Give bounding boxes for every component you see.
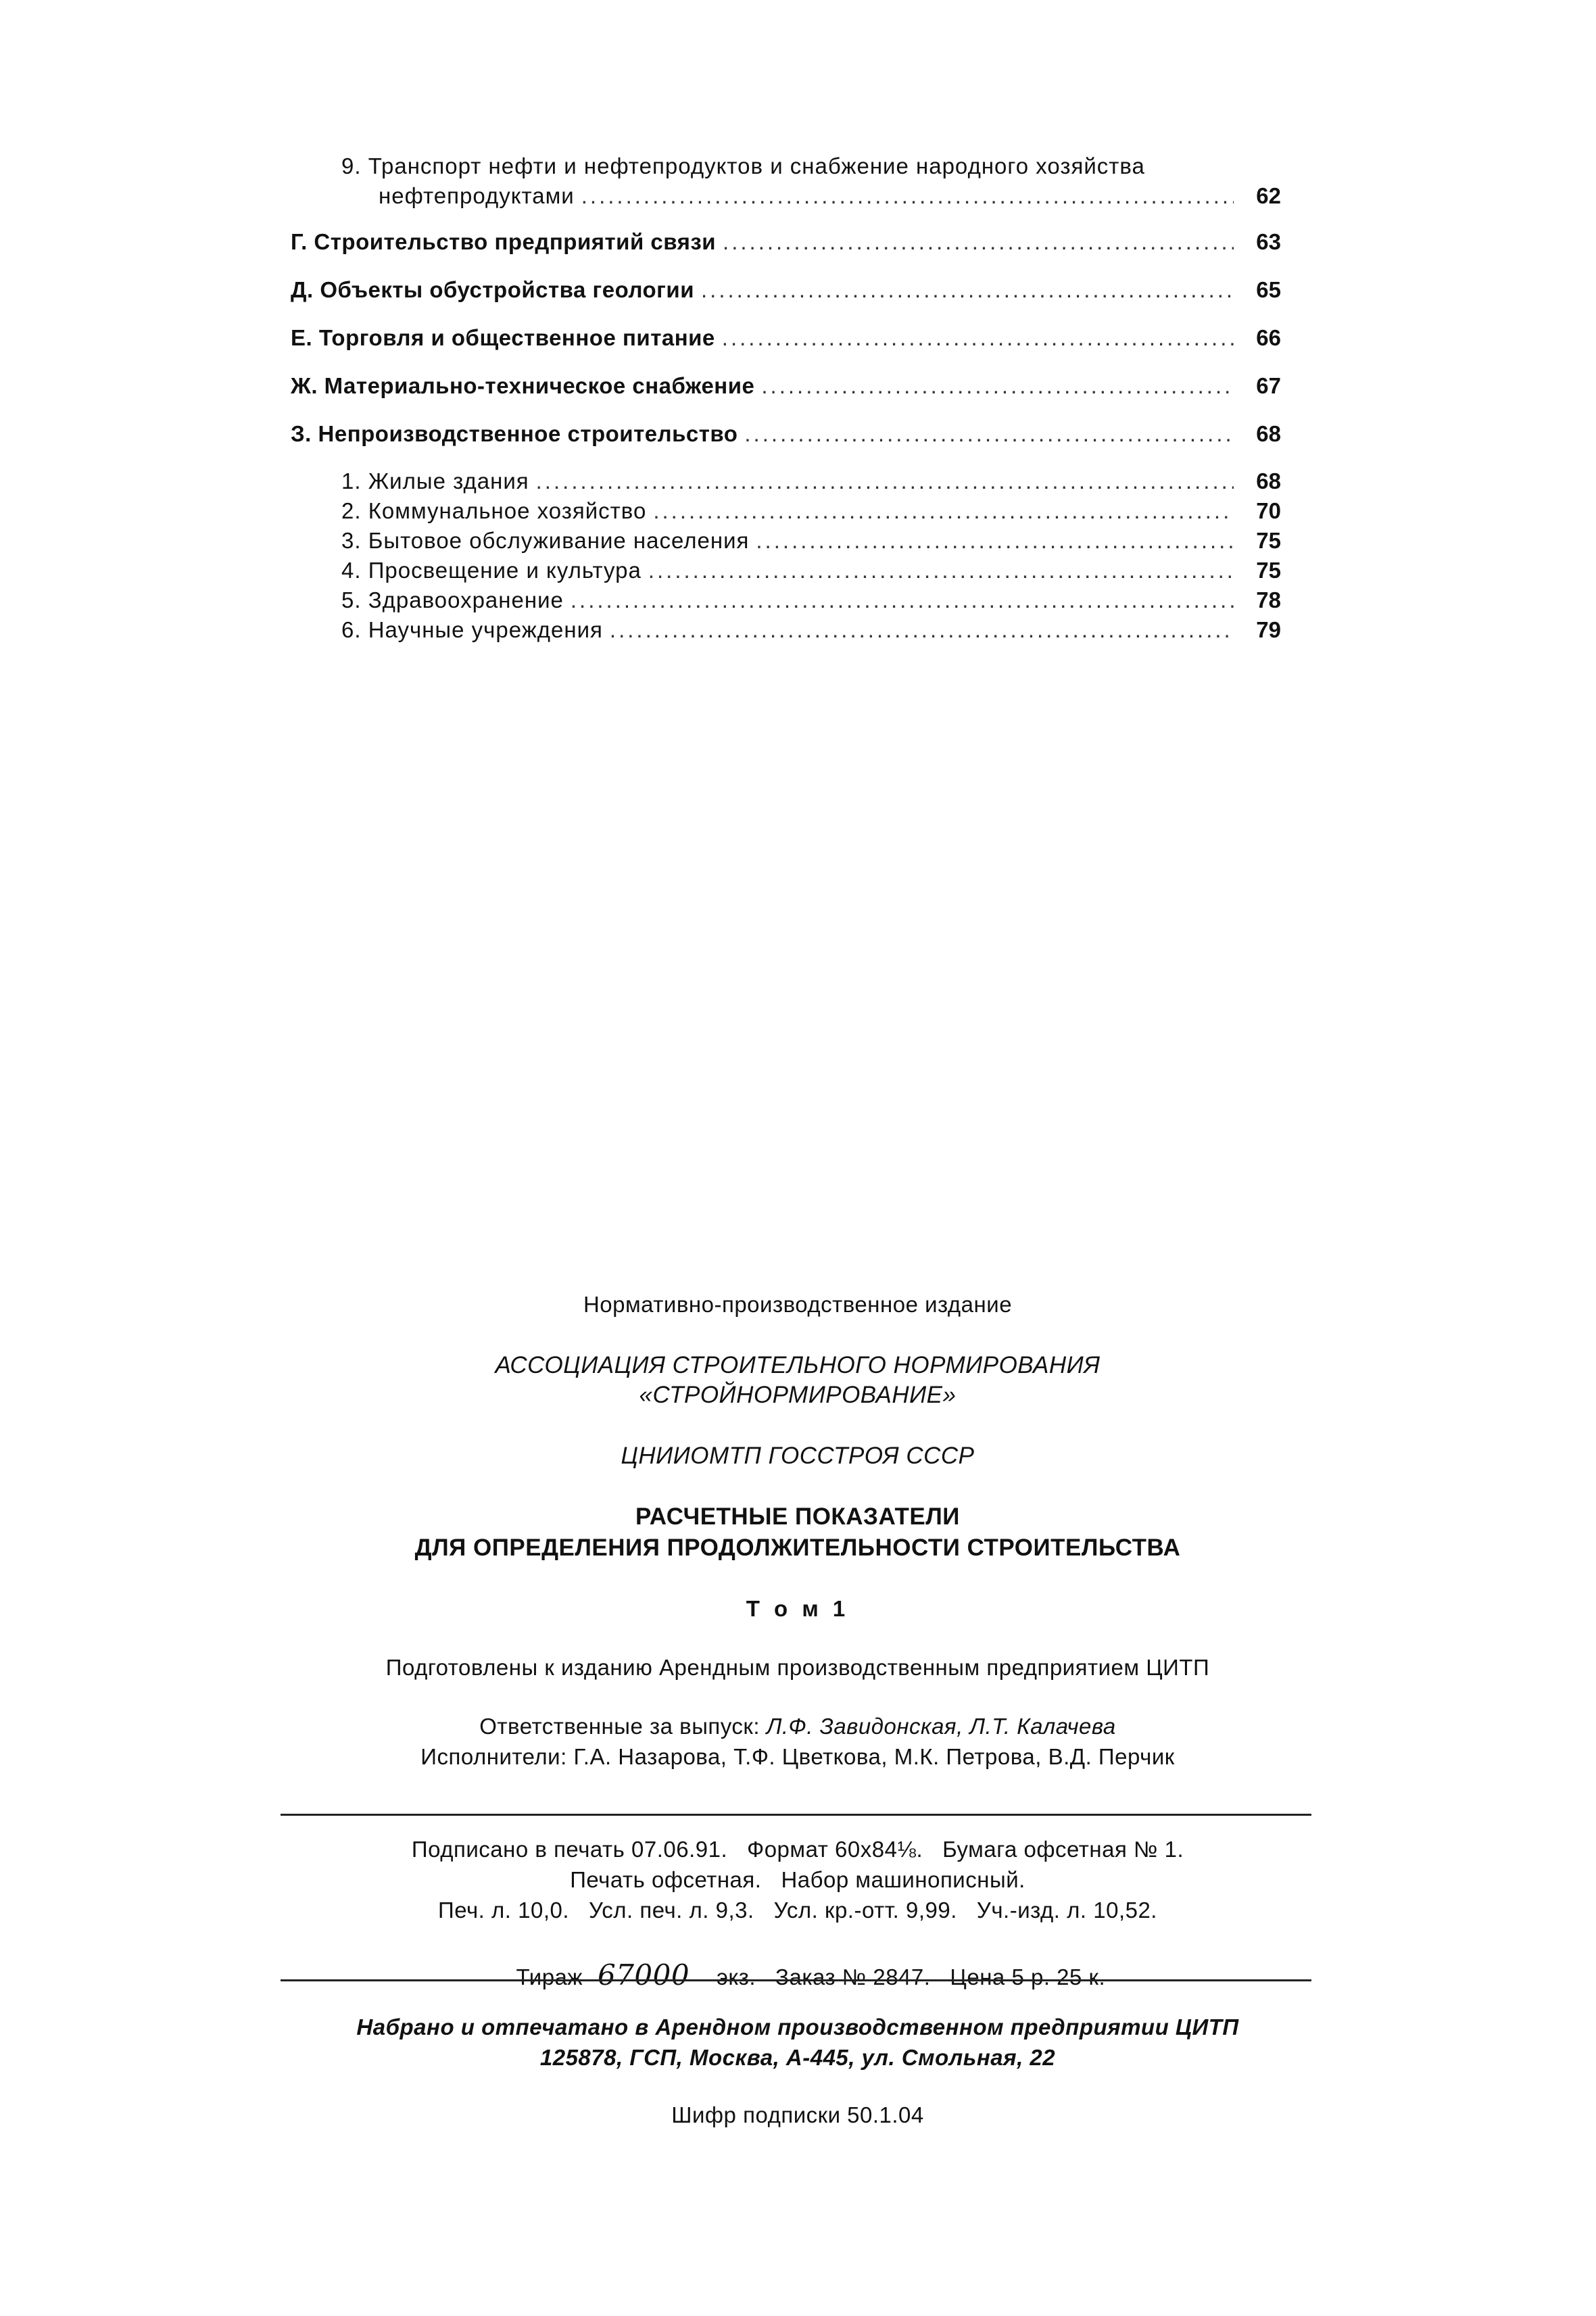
toc-subitem-6[interactable] (341, 615, 1281, 645)
toc-page-number: 65 (1256, 277, 1281, 302)
toc-section-zh[interactable] (291, 371, 1281, 401)
toc-leader-dots (581, 181, 1234, 211)
toc-page-number: 63 (1256, 229, 1281, 254)
toc-leader-dots (761, 371, 1234, 401)
toc-subitem-3[interactable] (341, 526, 1281, 556)
subscription-code: Шифр подписки 50.1.04 (671, 2102, 924, 2127)
responsible-line (203, 1710, 1393, 1743)
toc-page-number: 62 (1256, 183, 1281, 208)
toc-page-number: 68 (1256, 421, 1281, 446)
document-title-line-2: ДЛЯ ОПРЕДЕЛЕНИЯ ПРОДОЛЖИТЕЛЬНОСТИ СТРОИТЕЛЬСТВА (414, 1535, 1181, 1561)
performers: Исполнители: Г.А. Назарова, Т.Ф. Цветкова, М.К. Петрова, В.Д. Перчик (420, 1744, 1175, 1769)
toc-leader-dots (610, 615, 1234, 645)
toc-section-label: З. Непроизводственное строительство (291, 421, 738, 446)
toc-leader-dots (756, 526, 1234, 556)
toc-section-label: Г. Строительство предприятий связи (291, 229, 717, 254)
toc-page-number: 79 (1256, 617, 1281, 642)
responsible-names: Л.Ф. Завидонская, Л.Т. Калачева (766, 1714, 1116, 1739)
printer-address: 125878, ГСП, Москва, А-445, ул. Смольная, 22 (539, 2045, 1056, 2070)
order-and-price: экз. Заказ № 2847. Цена 5 р. 25 к. (717, 1964, 1106, 1989)
toc-subitem-label: 5. Здравоохранение (341, 587, 564, 612)
circulation-handwritten-value: 67000 (597, 1958, 690, 1992)
toc-item-9[interactable] (379, 181, 1281, 211)
toc-subitem-label: 4. Просвещение и культура (341, 558, 642, 583)
toc-subitem-label: 3. Бытовое обслуживание населения (341, 528, 750, 553)
toc-leader-dots (648, 556, 1234, 585)
divider-top (281, 1814, 1311, 1816)
toc-subitem-label: 2. Коммунальное хозяйство (341, 498, 647, 523)
printer-line-1: Набрано и отпечатано в Арендном производственном предприятии ЦИТП (356, 2015, 1239, 2040)
toc-page-number: 78 (1256, 587, 1281, 612)
document-title-line-1: РАСЧЕТНЫЕ ПОКАЗАТЕЛИ (635, 1503, 960, 1530)
toc-page-number: 70 (1256, 498, 1281, 523)
toc-leader-dots (536, 466, 1234, 496)
imprint-line-2: Печать офсетная. Набор машинописный. (570, 1867, 1025, 1892)
toc-page-number: 75 (1256, 558, 1281, 583)
edition-type: Нормативно-производственное издание (583, 1292, 1013, 1317)
toc-subitem-5[interactable] (341, 585, 1281, 615)
toc-section-label: Ж. Материально-техническое снабжение (291, 373, 755, 398)
prepared-by: Подготовлены к изданию Арендным производственным предприятием ЦИТП (385, 1655, 1210, 1680)
divider-bottom (281, 1979, 1311, 1981)
volume-number: Т о м 1 (746, 1596, 850, 1621)
toc-subitem-4[interactable] (341, 556, 1281, 585)
association-line-1: АССОЦИАЦИЯ СТРОИТЕЛЬНОГО НОРМИРОВАНИЯ (495, 1352, 1101, 1378)
toc-page-number: 67 (1256, 373, 1281, 398)
toc-item-9-line2: нефтепродуктами (379, 183, 575, 208)
toc-section-label: Е. Торговля и общественное питание (291, 325, 715, 350)
responsible-label: Ответственные за выпуск: (479, 1714, 760, 1739)
toc-leader-dots (722, 323, 1234, 353)
toc-subitem-2[interactable] (341, 496, 1281, 526)
toc-section-g[interactable] (291, 227, 1281, 257)
toc-section-z[interactable] (291, 419, 1281, 449)
toc-leader-dots (723, 227, 1234, 257)
toc-section-label: Д. Объекты обустройства геологии (291, 277, 694, 302)
toc-page-number: 66 (1256, 325, 1281, 350)
toc-leader-dots (653, 496, 1234, 526)
toc-item-9-line1: 9. Транспорт нефти и нефтепродуктов и снабжение народного хозяйства (341, 153, 1145, 178)
toc-leader-dots (701, 275, 1234, 305)
toc-subitem-label: 6. Научные учреждения (341, 617, 603, 642)
toc-subitem-1[interactable] (341, 466, 1281, 496)
toc-subitem-label: 1. Жилые здания (341, 468, 529, 493)
toc-section-d[interactable] (291, 275, 1281, 305)
toc-section-e[interactable] (291, 323, 1281, 353)
toc-leader-dots (744, 419, 1234, 449)
imprint-line-1: Подписано в печать 07.06.91. Формат 60х84⅛. Бумага офсетная № 1. (411, 1837, 1184, 1862)
association-line-2: «СТРОЙНОРМИРОВАНИЕ» (639, 1382, 957, 1408)
toc-page-number: 75 (1256, 528, 1281, 553)
circulation-label: Тираж (516, 1964, 583, 1989)
imprint-line-3: Печ. л. 10,0. Усл. печ. л. 9,3. Усл. кр.-отт. 9,99. Уч.-изд. л. 10,52. (438, 1898, 1157, 1923)
toc-page-number: 68 (1256, 468, 1281, 493)
institute-name: ЦНИИОМТП ГОССТРОЯ СССР (621, 1443, 975, 1469)
toc-leader-dots (571, 585, 1234, 615)
